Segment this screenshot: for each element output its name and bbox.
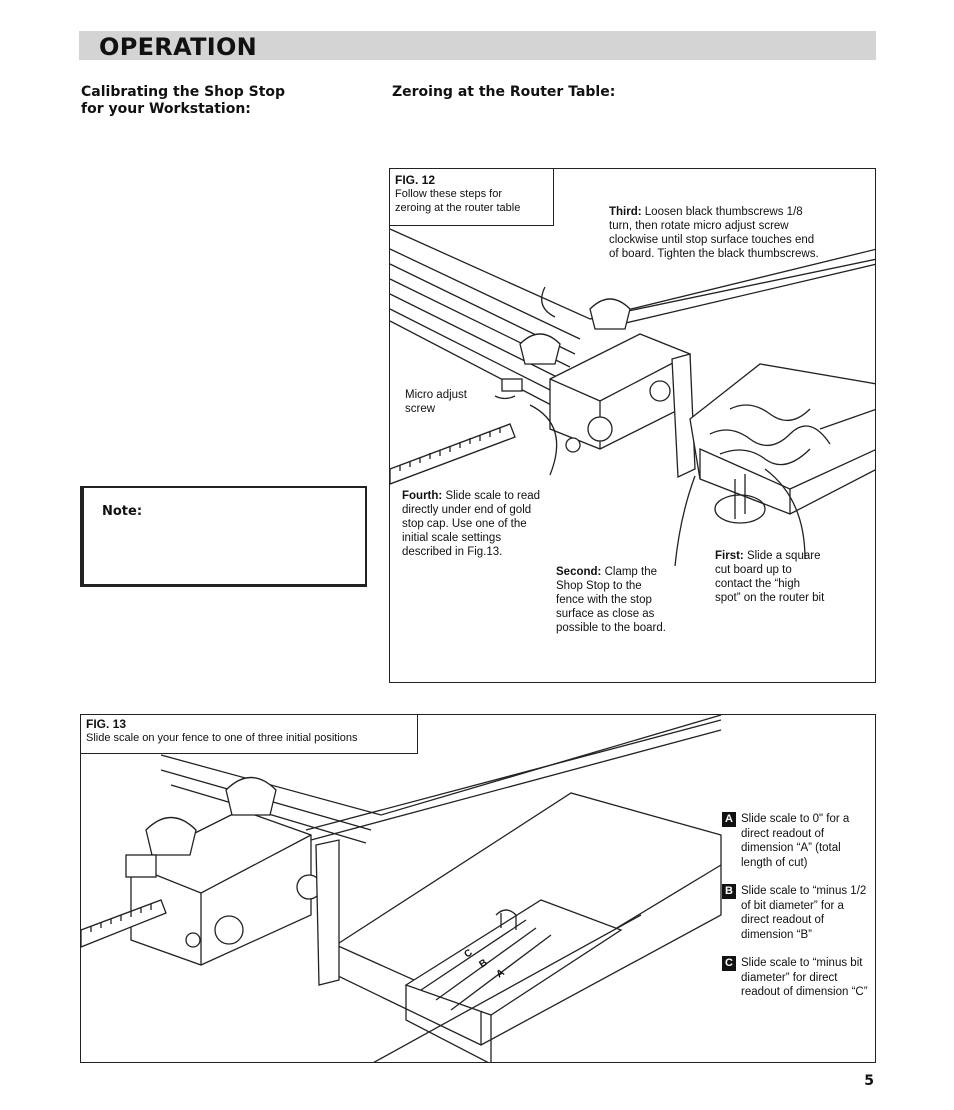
fig12-micro-callout (405, 388, 495, 416)
page-number: 5 (864, 1073, 874, 1089)
legend-a-text: Slide scale to 0" for a direct readout of dimension “A” (total length of cut) (741, 813, 850, 869)
figure-12 (389, 168, 876, 683)
legend-b-letter: B (722, 884, 736, 899)
third-label: Third: (609, 206, 642, 218)
note-box (80, 486, 367, 587)
fig12-title: FIG. 12 (395, 173, 436, 187)
calibrating-heading (81, 84, 285, 118)
fig13-subtitle: Slide scale on your fence to one of three initial positions (86, 732, 358, 744)
fig13-caption (81, 715, 418, 754)
dim-label-b: B (477, 957, 490, 971)
legend-a-letter: A (722, 812, 736, 827)
dim-label-c: C (462, 947, 475, 961)
second-label: Second: (556, 566, 602, 578)
fig12-third-callout (609, 205, 825, 261)
fig12-first-callout (715, 549, 827, 605)
fig12-caption (390, 169, 554, 226)
micro-line1: Micro adjust (405, 389, 467, 401)
first-text: Slide a square cut board up to contact the “high spot” on the router bit (715, 550, 825, 604)
page-title: OPERATION (99, 33, 258, 61)
fig12-subtitle-line2: zeroing at the router table (395, 202, 521, 214)
fourth-label: Fourth: (402, 490, 443, 502)
micro-line2: screw (405, 403, 436, 415)
zeroing-heading: Zeroing at the Router Table: (392, 84, 616, 100)
figure-13 (80, 714, 876, 1063)
first-label: First: (715, 550, 744, 562)
note-label: Note: (102, 504, 143, 519)
calibrating-heading-line1: Calibrating the Shop Stop (81, 84, 286, 100)
legend-b-text: Slide scale to “minus 1/2 of bit diameter” for a direct readout of dimension “B” (741, 885, 867, 941)
fig13-title: FIG. 13 (86, 717, 127, 731)
calibrating-heading-line2: for your Workstation: (81, 101, 251, 117)
second-text: Clamp the Shop Stop to the fence with the stop surface as close as possible to the board. (556, 566, 666, 634)
dim-label-a: A (494, 967, 507, 981)
fig12-fourth-callout (402, 489, 542, 559)
legend-c-letter: C (722, 956, 736, 971)
fig12-subtitle-line1: Follow these steps for (395, 188, 502, 200)
legend-c-text: Slide scale to “minus bit diameter” for direct readout of dimension “C” (741, 957, 868, 998)
fourth-text: Slide scale to read directly under end of gold stop cap. Use one of the initial scale settings described in Fig.13. (402, 490, 541, 558)
fig12-second-callout (556, 565, 668, 635)
third-text: Loosen black thumbscrews 1/8 turn, then rotate micro adjust screw clockwise until stop surface touches end of board. Tighten the black thumbscrews. (609, 206, 819, 260)
